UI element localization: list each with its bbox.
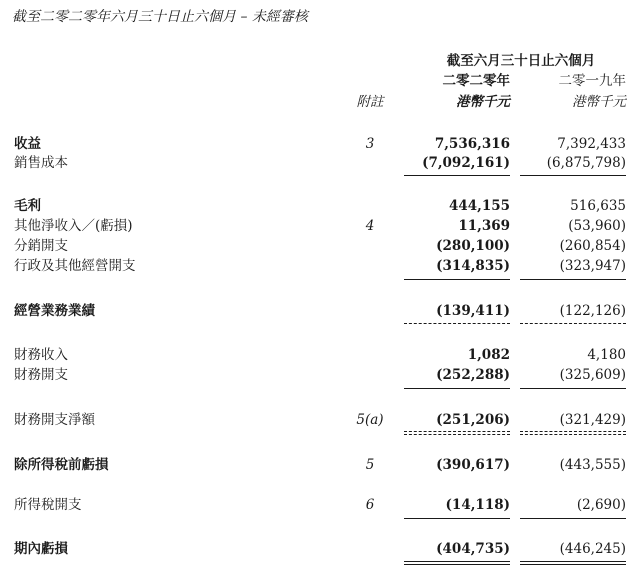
- row-value-2020: 1,082: [467, 347, 510, 363]
- double-total-rule: [520, 561, 626, 562]
- row-value-2020: 7,536,316: [434, 136, 510, 152]
- double-total-rule: [520, 564, 626, 565]
- row-value-2020: (139,411): [436, 303, 510, 319]
- total-rule: [520, 434, 626, 435]
- row-note: 3: [365, 136, 375, 152]
- row-value-2019: (323,947): [559, 258, 626, 274]
- row-label: 財務開支: [14, 367, 68, 383]
- row-note: 4: [365, 218, 375, 234]
- subtotal-rule: [520, 388, 626, 389]
- row-note: 5(a): [356, 412, 384, 428]
- row-value-2020: 444,155: [448, 198, 510, 214]
- row-value-2019: (122,126): [559, 303, 626, 319]
- note-header: 附註: [356, 94, 384, 110]
- row-value-2019: 516,635: [570, 198, 626, 214]
- double-total-rule: [404, 564, 510, 565]
- row-value-2020: (251,206): [436, 412, 510, 428]
- row-label: 其他淨收入／(虧損): [14, 218, 133, 234]
- row-value-2020: 11,369: [458, 218, 510, 234]
- row-value-2019: (325,609): [559, 367, 626, 383]
- row-value-2019: (321,429): [559, 412, 626, 428]
- period-header: 截至六月三十日止六個月: [446, 53, 596, 69]
- subtotal-rule: [520, 175, 626, 176]
- subtotal-rule: [520, 279, 626, 280]
- row-label: 期內虧損: [14, 541, 68, 557]
- row-value-2020: (252,288): [436, 367, 510, 383]
- row-label: 毛利: [14, 198, 41, 214]
- row-value-2019: 4,180: [587, 347, 626, 363]
- row-label: 財務收入: [14, 347, 68, 363]
- row-label: 經營業務業績: [14, 303, 95, 319]
- row-value-2019: (260,854): [559, 238, 626, 254]
- row-value-2019: 7,392,433: [557, 136, 626, 152]
- row-note: 5: [365, 457, 375, 473]
- subtotal-rule: [404, 388, 510, 389]
- row-value-2019: (53,960): [568, 218, 626, 234]
- page-title: 截至二零二零年六月三十日止六個月 – 未經審核: [12, 9, 308, 25]
- row-label: 分銷開支: [14, 238, 68, 254]
- row-value-2020: (390,617): [436, 457, 510, 473]
- col-a-unit: 港幣千元: [456, 94, 510, 110]
- row-value-2019: (2,690): [576, 497, 626, 513]
- row-note: 6: [365, 497, 375, 513]
- row-label: 行政及其他經營開支: [14, 258, 136, 274]
- row-value-2019: (446,245): [559, 541, 626, 557]
- subtotal-rule: [520, 518, 626, 519]
- subtotal-rule: [404, 175, 510, 176]
- total-rule: [404, 323, 510, 324]
- total-rule: [404, 431, 510, 432]
- row-label: 收益: [14, 136, 41, 152]
- row-value-2020: (7,092,161): [422, 155, 510, 171]
- subtotal-rule: [404, 279, 510, 280]
- row-value-2019: (6,875,798): [546, 155, 626, 171]
- total-rule: [520, 431, 626, 432]
- total-rule: [520, 323, 626, 324]
- row-label: 除所得稅前虧損: [14, 457, 109, 473]
- row-label: 所得稅開支: [14, 497, 82, 513]
- row-value-2020: (404,735): [436, 541, 510, 557]
- col-b-year: 二零一九年: [558, 73, 626, 89]
- row-label: 財務開支淨額: [14, 412, 95, 428]
- row-value-2019: (443,555): [559, 457, 626, 473]
- row-value-2020: (280,100): [436, 238, 510, 254]
- col-a-year: 二零二零年: [442, 73, 510, 89]
- row-value-2020: (14,118): [445, 497, 510, 513]
- row-label: 銷售成本: [14, 155, 68, 171]
- row-value-2020: (314,835): [436, 258, 510, 274]
- double-total-rule: [404, 561, 510, 562]
- col-b-unit: 港幣千元: [572, 94, 626, 110]
- subtotal-rule: [404, 518, 510, 519]
- total-rule: [404, 434, 510, 435]
